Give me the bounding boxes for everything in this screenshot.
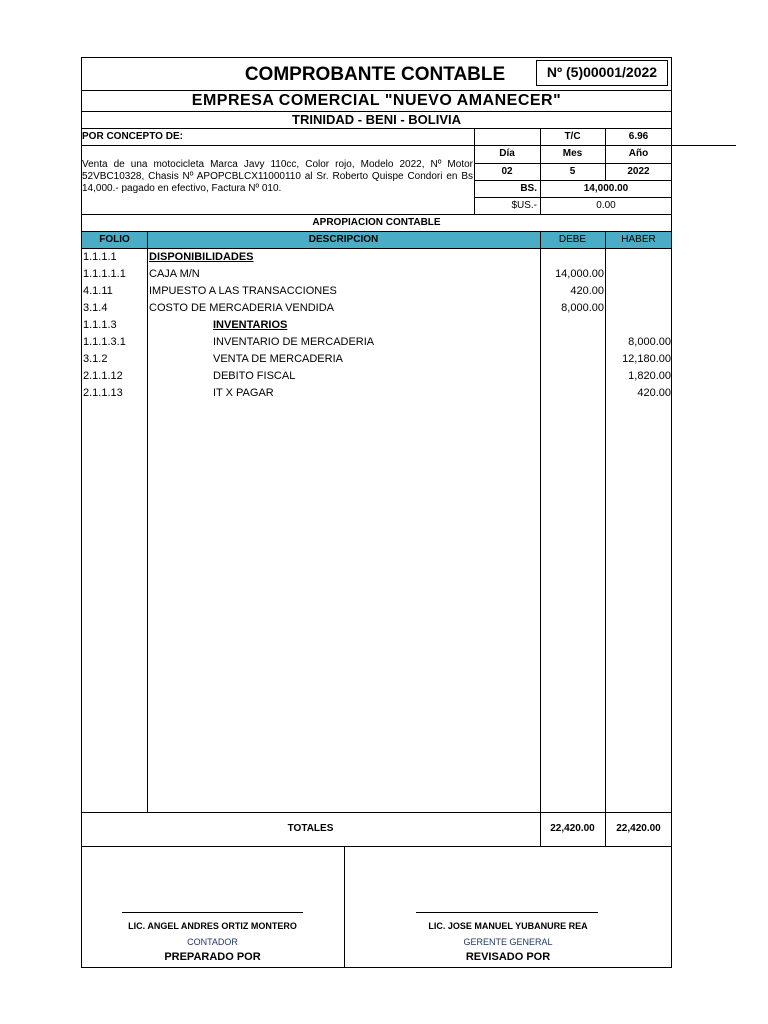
row-description: IMPUESTO A LAS TRANSACCIONES [149,285,337,297]
row-description: DISPONIBILIDADES [149,251,254,263]
row-marker [147,303,148,316]
tc-value: 6.96 [628,131,649,142]
company-location: TRINIDAD - BENI - BOLIVIA [292,112,461,127]
day-label: Día [499,148,515,159]
row-marker [81,371,82,384]
row-debe: 420.00 [570,285,604,297]
row-description: COSTO DE MERCADERIA VENDIDA [149,302,334,314]
company-name: EMPRESA COMERCIAL "NUEVO AMANECER" [191,92,562,109]
totals-debe: 22,420.00 [550,823,595,834]
row-folio: 2.1.1.12 [83,370,123,382]
year-value: 2022 [627,166,650,177]
row-folio: 3.1.2 [83,353,108,365]
signature-line-left [122,912,303,913]
row-debe: 8,000.00 [561,302,604,314]
row-marker [81,252,82,265]
signature-caption-reviewer: REVISADO POR [465,951,551,963]
day-value: 02 [501,166,513,177]
month-label: Mes [562,148,583,159]
row-description: CAJA M/N [149,268,200,280]
voucher-number: Nº (5)00001/2022 [546,64,658,80]
row-haber: 1,820.00 [628,370,671,382]
month-value: 5 [569,166,576,177]
signature-caption-preparer: PREPARADO POR [164,951,261,963]
row-description: INVENTARIO DE MERCADERIA [213,336,375,348]
signature-role-reviewer: GERENTE GENERAL [463,937,553,947]
row-marker [81,354,82,367]
row-debe: 14,000.00 [555,268,604,280]
row-marker [147,269,148,282]
signature-line-right [416,912,598,913]
row-folio: 1.1.1.3.1 [83,336,126,348]
amount-us-label: $US.- [511,200,537,211]
signature-name-reviewer: LIC. JOSE MANUEL YUBANURE REA [428,921,588,931]
amount-bs-label: BS. [520,183,537,194]
totals-haber: 22,420.00 [616,823,661,834]
row-marker [81,388,82,401]
col-haber: HABER [621,234,656,245]
col-folio: FOLIO [99,234,130,245]
row-folio: 3.1.4 [83,302,108,314]
row-marker [81,320,82,333]
section-title: APROPIACION CONTABLE [312,217,441,228]
amount-us-value: 0.00 [596,200,616,211]
signature-name-preparer: LIC. ANGEL ANDRES ORTIZ MONTERO [128,921,297,931]
row-haber: 12,180.00 [622,353,671,365]
row-marker [81,303,82,316]
col-debe: DEBE [558,234,587,245]
voucher-title: COMPROBANTE CONTABLE [244,64,506,85]
row-marker [147,337,148,350]
row-marker [147,286,148,299]
row-marker [81,269,82,282]
row-marker [147,354,148,367]
row-marker [147,371,148,384]
row-description: DEBITO FISCAL [213,370,296,382]
row-marker [81,286,82,299]
col-descripcion: DESCRIPCION [308,234,379,245]
amount-bs-value: 14,000.00 [583,183,629,194]
tc-label: T/C [564,131,581,142]
row-description: IT X PAGAR [213,387,274,399]
row-folio: 1.1.1.1.1 [83,268,126,280]
row-folio: 1.1.1.3 [83,319,117,331]
row-haber: 420.00 [637,387,671,399]
year-label: Año [628,148,649,159]
totals-label: TOTALES [287,823,334,834]
row-marker [147,252,148,265]
signature-role-preparer: CONTADOR [187,937,238,947]
row-folio: 2.1.1.13 [83,387,123,399]
row-marker [81,337,82,350]
row-folio: 4.1.11 [83,285,113,297]
row-description: VENTA DE MERCADERIA [213,353,343,365]
concept-text: Venta de una motocicleta Marca Javy 110cc, Color rojo, Modelo 2022, Nº Motor 52VBC10328, Chasis Nº APOPCBLCX11000110 al Sr. Roberto Quispe Condori en Bs 14,000.- pagado en efectivo, Factura Nº 010. [82,159,473,194]
concept-label: POR CONCEPTO DE: [82,131,183,142]
row-folio: 1.1.1.1 [83,251,117,263]
row-marker [147,320,148,333]
row-marker [147,388,148,401]
row-haber: 8,000.00 [628,336,671,348]
row-description: INVENTARIOS [213,319,288,331]
